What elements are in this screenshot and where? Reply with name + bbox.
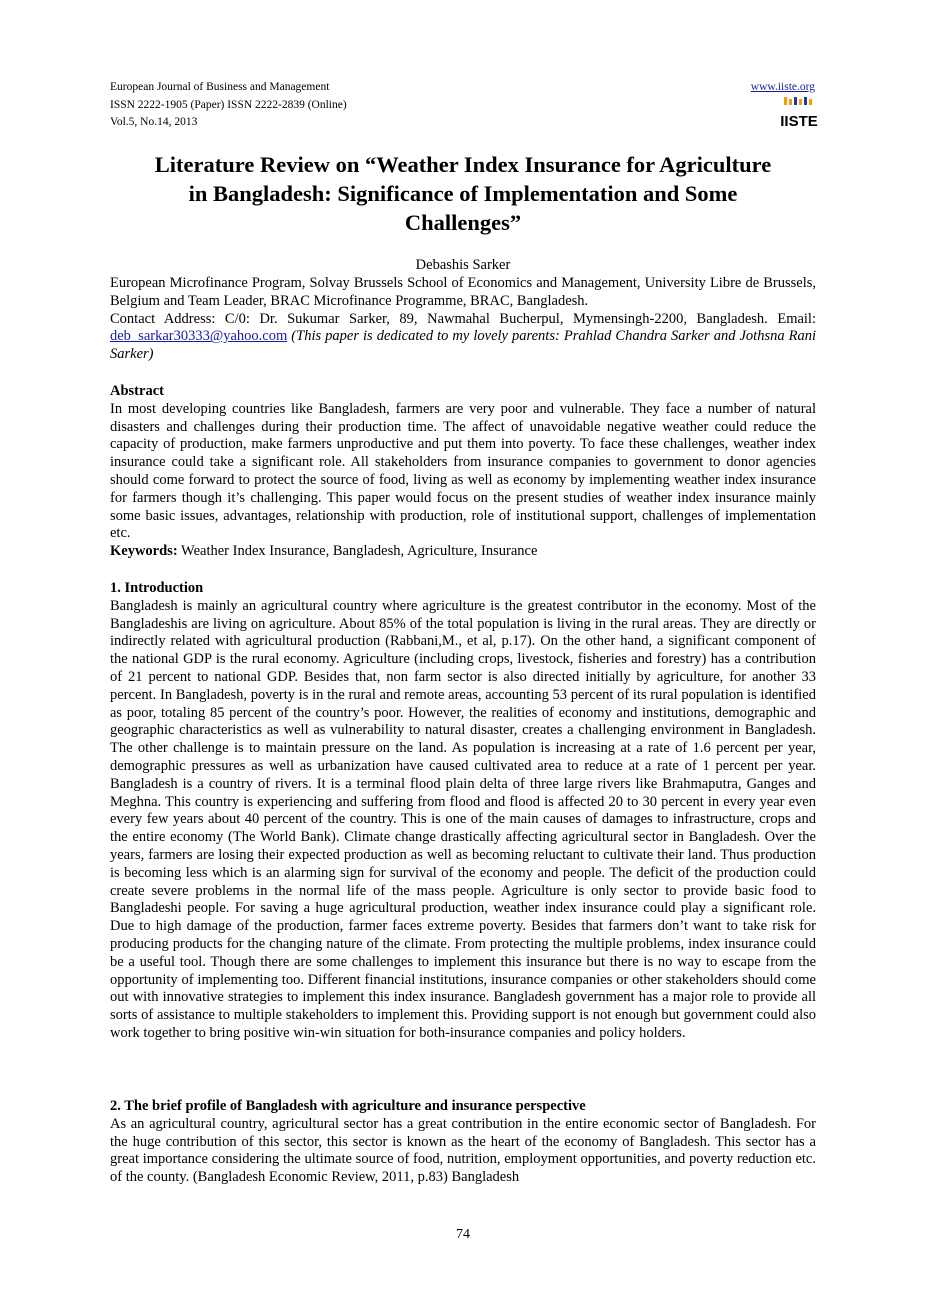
title-line-1: Literature Review on “Weather Index Insurance for Agriculture (154, 152, 772, 177)
abstract-heading: Abstract (110, 383, 164, 399)
profile-body: As an agricultural country, agricultural sector has a great contribution in the entire economic sector of Bangladesh. For the huge contribution of this sector, this sector is known as the heart of the economy of Bangladesh. This sector has a great importance considering the ultimate source of food, nutrition, employment opportunities, and poverty reduction etc. of the county. (Bangladesh Economic Review, 2011, p.83) Bangladesh (110, 1115, 816, 1186)
title-line-3: Challenges” (404, 210, 522, 235)
profile-heading: 2. The brief profile of Bangladesh with agriculture and insurance perspective (110, 1098, 586, 1114)
author-affiliation-block (110, 275, 816, 364)
email-link[interactable]: deb_sarkar30333@yahoo.com (110, 328, 288, 345)
issn-line: ISSN 2222-1905 (Paper) ISSN 2222-2839 (Online) (110, 98, 347, 111)
running-header (110, 79, 815, 132)
journal-url-link[interactable]: www.iiste.org (750, 81, 815, 93)
paper-title (110, 150, 816, 237)
contact-paragraph (110, 311, 816, 364)
keywords-line (110, 543, 816, 561)
title-line-2: in Bangladesh: Significance of Implementation and Some (188, 181, 738, 206)
iiste-logo-icon (780, 97, 818, 130)
author-affiliation: European Microfinance Program, Solvay Brussels School of Economics and Management, University Libre de Brussels, Belgium and Team Leader, BRAC Microfinance Programme, BRAC, Bangladesh. (110, 275, 816, 309)
logo-text: IISTE (780, 113, 818, 130)
introduction-section (110, 580, 816, 1043)
profile-section (110, 1098, 816, 1187)
keywords-text: Weather Index Insurance, Bangladesh, Agriculture, Insurance (181, 543, 538, 560)
keywords-label: Keywords: (110, 543, 178, 560)
author-name: Debashis Sarker (415, 257, 511, 273)
contact-address: Contact Address: C/0: Dr. Sukumar Sarker, 89, Nawmahal Bucherpul, Mymensingh-2200, Bangladesh. Email: (110, 310, 816, 327)
journal-name: European Journal of Business and Management (110, 81, 330, 93)
abstract-section (110, 383, 816, 561)
introduction-heading: 1. Introduction (110, 580, 204, 596)
page-number: 74 (456, 1227, 470, 1242)
abstract-body: In most developing countries like Bangladesh, farmers are very poor and vulnerable. They face a number of natural disasters and challenges during their production time. The affect of unavoidable negative weather could reduce the capacity of production, make farmers unproductive and put them into poverty. To face these challenges, weather index insurance could take a significant role. All stakeholders from insurance companies to government to donor agencies should come forward to protect the source of food, living as well as economy by implementing weather index insurance for farmers though it’s challenging. This paper would focus on the present studies of weather index insurance mainly some basic issues, advantages, relationship with production, role of institutional support, challenges of implementation etc. (110, 400, 816, 542)
dedication: (This paper is dedicated to my lovely parents: Prahlad Chandra Sarker and Jothsna Rani Sarker) (110, 328, 817, 363)
volume-line: Vol.5, No.14, 2013 (110, 116, 198, 128)
introduction-body: Bangladesh is mainly an agricultural country where agriculture is the greatest contributor in the economy. Most of the Bangladeshis are living on agriculture. About 85% of the total population is living in the rural areas. They are directly or indirectly related with agricultural production (Rabbani,M., et al, p.17). On the other hand, a significant component of the national GDP is the rural economy. Agriculture (including crops, livestock, fisheries and forestry) has a contribution of 21 percent to national GDP. Besides that, non farm sector is also directed initially by agriculture, for another 33 percent. In Bangladesh, poverty is in the rural and remote areas, accounting 53 percent of its rural population is identified as poor, totaling 85 percent of the country’s poor. However, the realities of economy and institutions, demographic and geographic characteristics as well as vulnerability to natural disaster, creates a challenging environment in Bangladesh. The other challenge is to maintain pressure on the land. As population is increasing at a rate of 1.6 percent per year, demographic pressures as well as urbanization have caused cultivated area to reduce at a rate of 1 percent per year. Bangladesh is a country of rivers. It is a terminal flood plain delta of three large rivers like Brahmaputra, Ganges and Meghna. This country is experiencing and suffering from flood and flood is affected 20 to 30 percent in every year even every few years about 40 percent of the country. This is one of the main causes of damages to infrastructure, crops and the entire economy (The World Bank). Climate change drastically affecting agricultural sector in Bangladesh. Over the years, farmers are losing their expected production as well as becoming reluctant to cultivate their land. Thus production is becoming less which is an alarming sign for survival of the economy and people. The deficit of the production could create severe problems in the normal life of the mass people. Agriculture is only sector to provide basic food to Bangladeshi people. For saving a huge agricultural production, weather index insurance could play a significant role. Due to high damage of the production, farmer faces extreme poverty. Besides that farmers don’t want to take risk for producing products for the changing nature of the climate. From protecting the multiple problems, index insurance could be a useful tool. Though there are some challenges to implement this insurance but there is no way to escape from the opportunity of implementing too. Different financial institutions, insurance companies or other stakeholders should come out with innovative strategies to implement this index insurance. Bangladesh government has a major role to provide all sorts of assistance to multiple stakeholders to implement this. Providing support is not enough but government could also work together to bring positive win-win situation for both-insurance companies and policy holders. (110, 597, 816, 1041)
